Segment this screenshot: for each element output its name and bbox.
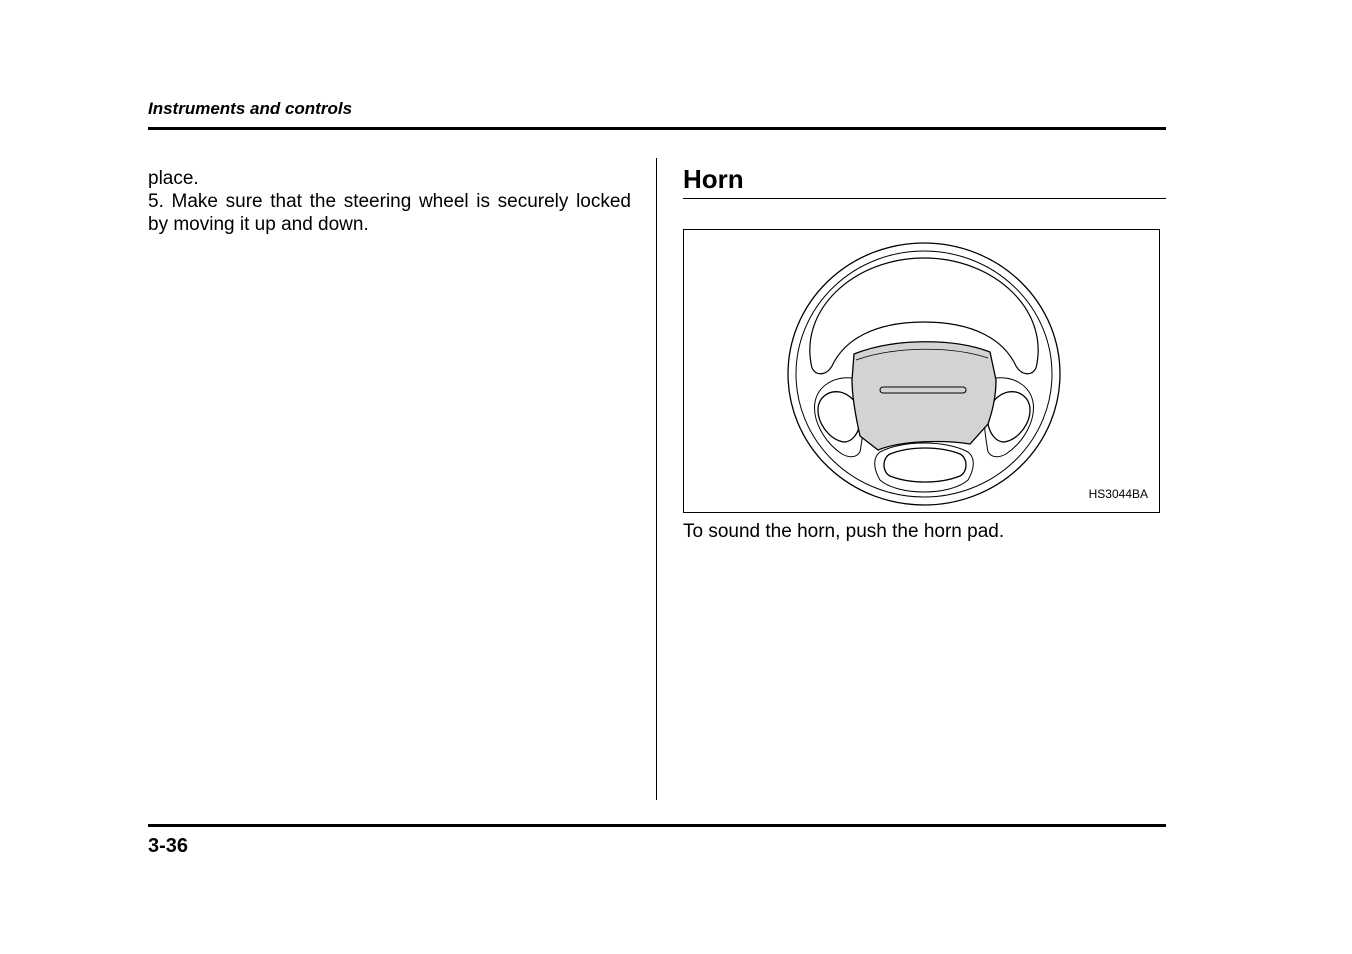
header-section-title: Instruments and controls bbox=[148, 99, 353, 118]
column-divider bbox=[656, 158, 657, 800]
section-heading-horn: Horn bbox=[683, 164, 744, 194]
horn-pad-slot bbox=[880, 387, 966, 393]
horn-figure bbox=[683, 229, 1160, 513]
page-number: 3-36 bbox=[148, 835, 189, 857]
horn-instruction: To sound the horn, push the horn pad. bbox=[683, 521, 1005, 542]
horn-pad[interactable] bbox=[852, 342, 996, 450]
footer-rule bbox=[148, 824, 1166, 827]
step-5-paragraph: 5. Make sure that the steering wheel is securely locked by moving it up and down. bbox=[148, 191, 631, 235]
steering-wheel-icon bbox=[684, 230, 1159, 512]
left-column bbox=[148, 167, 631, 236]
section-rule bbox=[683, 198, 1166, 199]
header-rule bbox=[148, 127, 1166, 130]
lower-spoke-button bbox=[884, 448, 966, 482]
figure-code: HS3044BA bbox=[1088, 487, 1148, 501]
continued-text: place. bbox=[148, 168, 199, 189]
